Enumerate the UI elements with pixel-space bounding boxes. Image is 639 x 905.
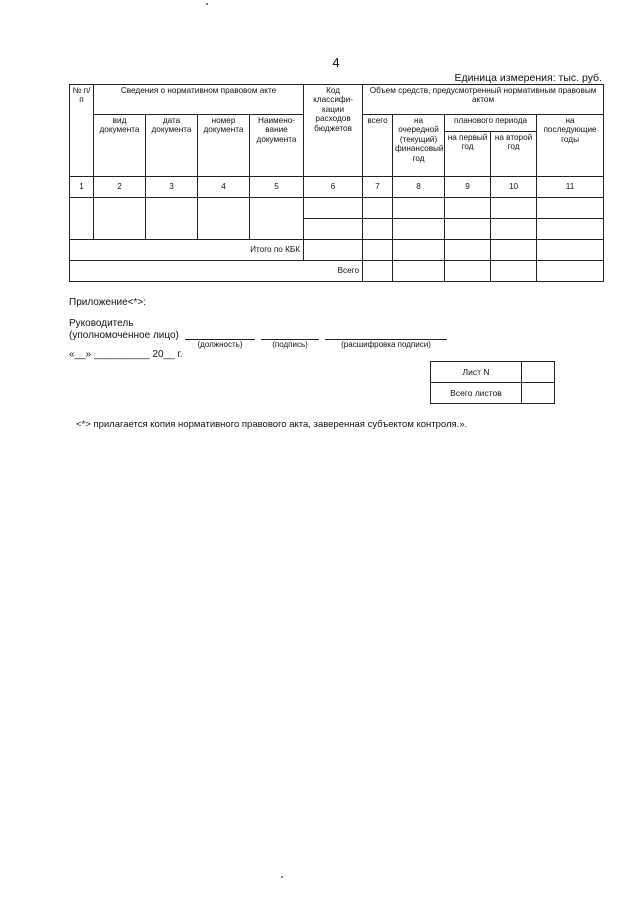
units-label: Единица измерения: тыс. руб. — [454, 72, 602, 84]
vsego-label: Всего — [70, 261, 363, 282]
date-line: «__» __________ 20__ г. — [69, 349, 183, 360]
col-num-header: № п/п — [70, 85, 94, 177]
data-cell[interactable] — [537, 198, 604, 219]
col-later-years-header: на последующие годы — [537, 115, 604, 177]
attachment-label: Приложение<*>: — [69, 297, 147, 308]
footnote: <*> прилагается копия нормативного правового акта, заверенная субъектом контроля.». — [76, 419, 468, 430]
col-number-11: 11 — [537, 177, 604, 198]
data-cell[interactable] — [445, 219, 491, 240]
page-number: 4 — [332, 55, 340, 70]
col-number-10: 10 — [491, 177, 537, 198]
data-cell[interactable] — [198, 198, 250, 240]
total-sheets-value[interactable] — [522, 383, 555, 404]
col-number-7: 7 — [363, 177, 393, 198]
col-number-1: 1 — [70, 177, 94, 198]
head-label-line2: (уполномоченное лицо) — [69, 330, 179, 341]
sheet-n-value[interactable] — [522, 362, 555, 383]
col-second-year-header: на второй год — [491, 132, 537, 177]
itogo-cell[interactable] — [445, 240, 491, 261]
group-plan-header: планового периода — [445, 115, 537, 132]
col-first-year-header: на первый год — [445, 132, 491, 177]
col-kbk-header: Код классифи-кации расходов бюджетов — [304, 85, 363, 177]
scan-speck-top — [206, 3, 208, 5]
col-number-9: 9 — [445, 177, 491, 198]
data-cell[interactable] — [445, 198, 491, 219]
vsego-cell[interactable] — [363, 261, 393, 282]
data-cell[interactable] — [250, 198, 304, 240]
col-number-6: 6 — [304, 177, 363, 198]
col-doc-name-header: Наимено-вание документа — [250, 115, 304, 177]
col-number-3: 3 — [146, 177, 198, 198]
vsego-cell[interactable] — [445, 261, 491, 282]
col-doc-number-header: номер документа — [198, 115, 250, 177]
decoding-caption: (расшифровка подписи) — [341, 340, 431, 349]
vsego-cell[interactable] — [393, 261, 445, 282]
sheet-n-label: Лист N — [431, 362, 522, 383]
itogo-cell[interactable] — [393, 240, 445, 261]
data-cell[interactable] — [94, 198, 146, 240]
itogo-cell[interactable] — [537, 240, 604, 261]
data-cell[interactable] — [491, 219, 537, 240]
signature-caption: (подпись) — [272, 340, 308, 349]
normative-act-table — [69, 84, 604, 282]
col-number-2: 2 — [94, 177, 146, 198]
col-total-header: всего — [363, 115, 393, 177]
data-cell[interactable] — [491, 198, 537, 219]
data-cell[interactable] — [363, 198, 393, 219]
col-doc-date-header: дата документа — [146, 115, 198, 177]
scan-speck-bottom — [281, 876, 283, 878]
vsego-cell[interactable] — [491, 261, 537, 282]
group-act-header: Сведения о нормативном правовом акте — [94, 85, 304, 115]
itogo-kbk-label: Итого по КБК — [70, 240, 304, 261]
data-cell[interactable] — [363, 219, 393, 240]
col-current-year-header: на очередной (текущий) финансовый год — [393, 115, 445, 177]
head-label-line1: Руководитель — [69, 318, 134, 329]
data-cell[interactable] — [70, 198, 94, 240]
data-cell[interactable] — [393, 198, 445, 219]
sheet-box — [430, 361, 555, 404]
data-cell[interactable] — [393, 219, 445, 240]
data-cell[interactable] — [537, 219, 604, 240]
col-number-4: 4 — [198, 177, 250, 198]
vsego-cell[interactable] — [537, 261, 604, 282]
data-cell[interactable] — [304, 198, 363, 219]
col-number-8: 8 — [393, 177, 445, 198]
data-cell[interactable] — [304, 219, 363, 240]
data-cell[interactable] — [146, 198, 198, 240]
position-caption: (должность) — [197, 340, 243, 349]
itogo-cell[interactable] — [363, 240, 393, 261]
group-volume-header: Объем средств, предусмотренный нормативным правовым актом — [363, 85, 604, 115]
itogo-cell[interactable] — [491, 240, 537, 261]
col-number-5: 5 — [250, 177, 304, 198]
col-doc-type-header: вид документа — [94, 115, 146, 177]
head-label — [69, 318, 179, 342]
total-sheets-label: Всего листов — [431, 383, 522, 404]
itogo-cell[interactable] — [304, 240, 363, 261]
